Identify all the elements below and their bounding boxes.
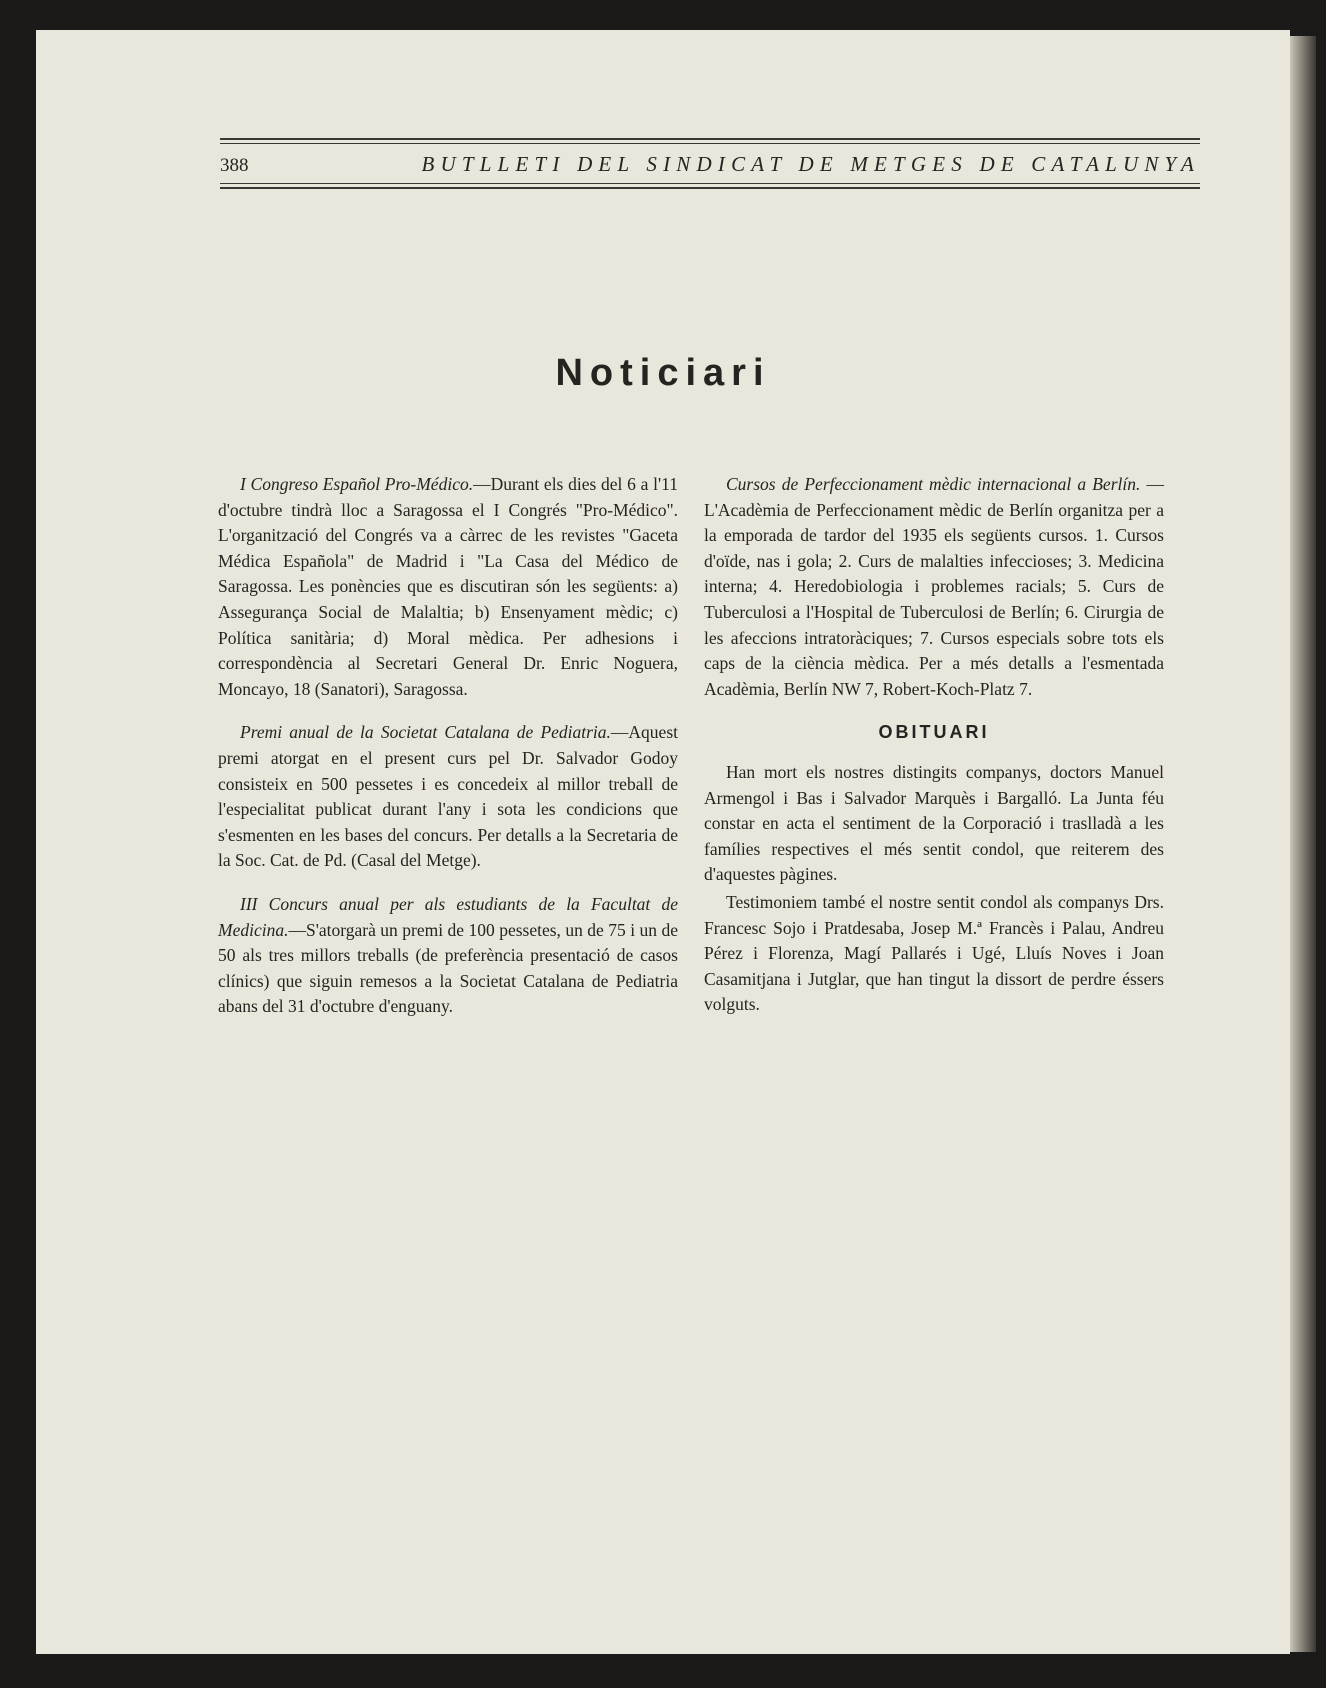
header-rule-top-thin <box>220 143 1200 144</box>
obituary-paragraph: Testimoniem també el nostre sentit condol als companys Drs. Francesc Sojo i Pratdesaba, Josep M.ª Francès i Palau, Andreu Pérez i Florenza, Magí Pallarés i Ugé, Lluís Noves i Joan Casamitjana i Jutglar, que han tingut la dissort de perdre éssers volguts. <box>704 891 1164 1015</box>
page-edge <box>1290 36 1316 1652</box>
page-number: 388 <box>220 155 249 176</box>
news-item <box>218 892 678 1020</box>
header-rule-bottom <box>220 187 1200 189</box>
news-item-lead: III Concurs anual per als estudiants de la Facultat de Medicina. <box>218 893 678 940</box>
document-page <box>36 30 1290 1654</box>
news-item-body: —S'atorgarà un premi de 100 pessetes, un de 75 i un de 50 als tres millors treballs (de preferència presentació de casos clínics) que siguin remesos a la Societat Catalana de Pediatria abans del 31 d'octubre d'enguany. <box>218 919 678 1017</box>
right-column <box>704 472 1164 1020</box>
news-item <box>218 472 678 702</box>
news-item-body: —Durant els dies del 6 a l'11 d'octubre tindrà lloc a Saragossa el I Congrés "Pro-Médico". L'organització del Congrés va a càrrec de les revistes "Gaceta Médica Española" de Madrid i "La Casa del Médico de Saragossa. Les ponències que es discutiran són les següents: a) Assegurança Social de Malaltia; b) Ensenyament mèdic; c) Política sanitària; d) Moral mèdica. Per adhesions i correspondència al Secretari General Dr. Enric Noguera, Moncayo, 18 (Sanatori), Saragossa. <box>218 474 678 699</box>
news-item-body: —Aquest premi atorgat en el present curs pel Dr. Salvador Godoy consisteix en 500 pessetes i es concedeix al millor treball de l'especialitat publicat durant l'any i sota les condicions que s'esmenten en les bases del concurs. Per detalls a la Secretaria de la Soc. Cat. de Pd. (Casal del Metge). <box>218 722 678 871</box>
news-item-lead: Cursos de Perfeccionament mèdic internacional a Berlín. <box>726 474 1141 494</box>
news-item-body: — L'Acadèmia de Perfeccionament mèdic de Berlín organitza per a la emporada de tardor del 1935 els següents cursos. 1. Cursos d'oïde, nas i gola; 2. Curs de malalties infeccioses; 3. Medicina interna; 4. Heredobiologia i problemes racials; 5. Curs de Tuberculosi a l'Hospital de Tuberculosi de Berlín; 6. Cirurgia de les afeccions intratoràciques; 7. Cursos especials sobre tots els caps de la ciència mèdica. Per a més detalls a l'esmentada Acadèmia, Berlín NW 7, Robert-Koch-Platz 7. <box>704 474 1164 699</box>
news-item-lead: Premi anual de la Societat Catalana de Pediatria. <box>240 722 611 743</box>
obituary-heading: OBITUARI <box>878 722 990 743</box>
obituary-paragraph: Han mort els nostres distingits companys, doctors Manuel Armengol i Bas i Salvador Marquès i Bargalló. La Junta féu constar en acta el sentiment de la Corporació i traslladà a les famílies respectives el més sentit condol, que reiterem des d'aquestes pàgines. <box>704 761 1164 885</box>
running-header <box>220 138 1200 189</box>
journal-title: BUTLLETI DEL SINDICAT DE METGES DE CATALUNYA <box>421 152 1200 176</box>
section-title: Noticiari <box>555 352 771 394</box>
news-item <box>218 720 678 874</box>
news-item-lead: I Congreso Español Pro-Médico. <box>240 474 474 494</box>
header-rule-top <box>220 138 1200 140</box>
left-column <box>218 472 678 1038</box>
news-item <box>704 472 1164 702</box>
header-rule-bottom-thin <box>220 183 1200 184</box>
